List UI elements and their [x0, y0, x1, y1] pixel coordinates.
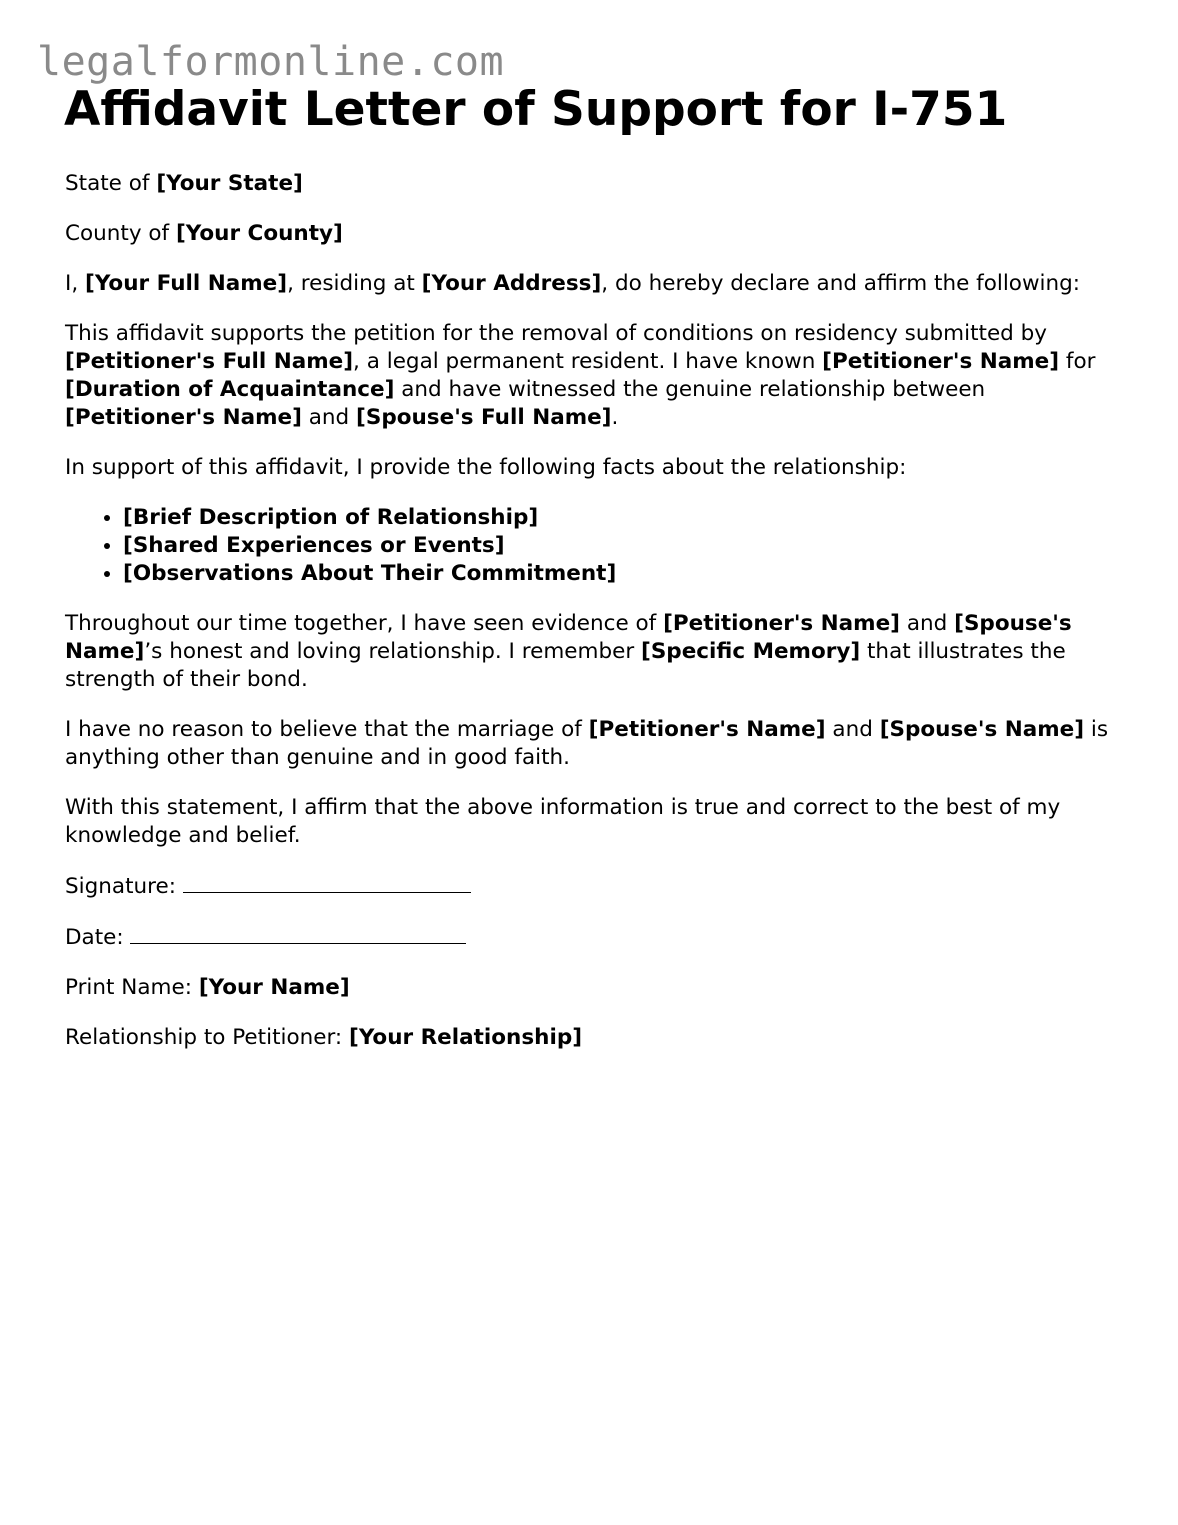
- petitioner-name-placeholder: [Petitioner's Name]: [822, 349, 1060, 374]
- memory-placeholder: [Specific Memory]: [641, 639, 861, 664]
- list-item: • [Observations About Their Commitment]: [123, 560, 1125, 588]
- spouse-full-name-placeholder: [Spouse's Full Name]: [356, 405, 612, 430]
- print-name-placeholder: [Your Name]: [198, 975, 350, 1000]
- spouse-name-placeholder: [Spouse's Name]: [65, 611, 1072, 664]
- petitioner-name-placeholder: [Petitioner's Name]: [663, 611, 900, 636]
- petitioner-full-name-placeholder: [Petitioner's Full Name]: [65, 349, 354, 374]
- relationship-line: Relationship to Petitioner: [Your Relationship]: [65, 1025, 583, 1050]
- county-placeholder: [Your County]: [175, 221, 343, 246]
- purpose-paragraph: This affidavit supports the petition for the removal of conditions on residency submitted by [Petitioner's Full Name], a legal permanent resident. I have known [Petitioner's Name] for [Duration of Acquaintance] and have witnessed the genuine relationship between [Petitioner's Name] and [Spouse's Full Name].: [65, 321, 1096, 430]
- petitioner-name-placeholder: [Petitioner's Name]: [65, 405, 302, 430]
- document-title: Affidavit Letter of Support for I-751: [64, 82, 1008, 137]
- full-name-placeholder: [Your Full Name]: [85, 271, 288, 296]
- watermark: legalformonline.com: [37, 39, 505, 85]
- address-placeholder: [Your Address]: [421, 271, 602, 296]
- spouse-name-placeholder: [Spouse's Name]: [879, 717, 1085, 742]
- signature-blank[interactable]: [183, 872, 471, 893]
- facts-intro: In support of this affidavit, I provide the following facts about the relationship:: [65, 455, 907, 480]
- date-blank[interactable]: [130, 923, 466, 944]
- facts-list: [65, 504, 1125, 588]
- state-placeholder: [Your State]: [156, 171, 303, 196]
- print-name-line: Print Name: [Your Name]: [65, 975, 350, 1000]
- list-item: • [Brief Description of Relationship]: [123, 504, 1125, 532]
- county-line: County of [Your County]: [65, 221, 343, 246]
- declaration-paragraph: I, [Your Full Name], residing at [Your Address], do hereby declare and affirm the following:: [65, 271, 1081, 296]
- relationship-placeholder: [Your Relationship]: [349, 1025, 583, 1050]
- date-line: Date:: [65, 923, 1125, 952]
- petitioner-name-placeholder: [Petitioner's Name]: [588, 717, 826, 742]
- duration-placeholder: [Duration of Acquaintance]: [65, 377, 395, 402]
- document-body: [65, 170, 1125, 1074]
- state-line: State of [Your State]: [65, 171, 303, 196]
- list-item: • [Shared Experiences or Events]: [123, 532, 1125, 560]
- signature-line: Signature:: [65, 872, 1125, 901]
- affirmation-paragraph: With this statement, I affirm that the above information is true and correct to the best of my knowledge and belief.: [65, 795, 1061, 848]
- belief-paragraph: I have no reason to believe that the marriage of [Petitioner's Name] and [Spouse's Name] is anything other than genuine and in good faith.: [65, 717, 1109, 770]
- evidence-paragraph: Throughout our time together, I have seen evidence of [Petitioner's Name] and [Spouse's Name]’s honest and loving relationship. I remember [Specific Memory] that illustrates the strength of their bond.: [65, 611, 1072, 692]
